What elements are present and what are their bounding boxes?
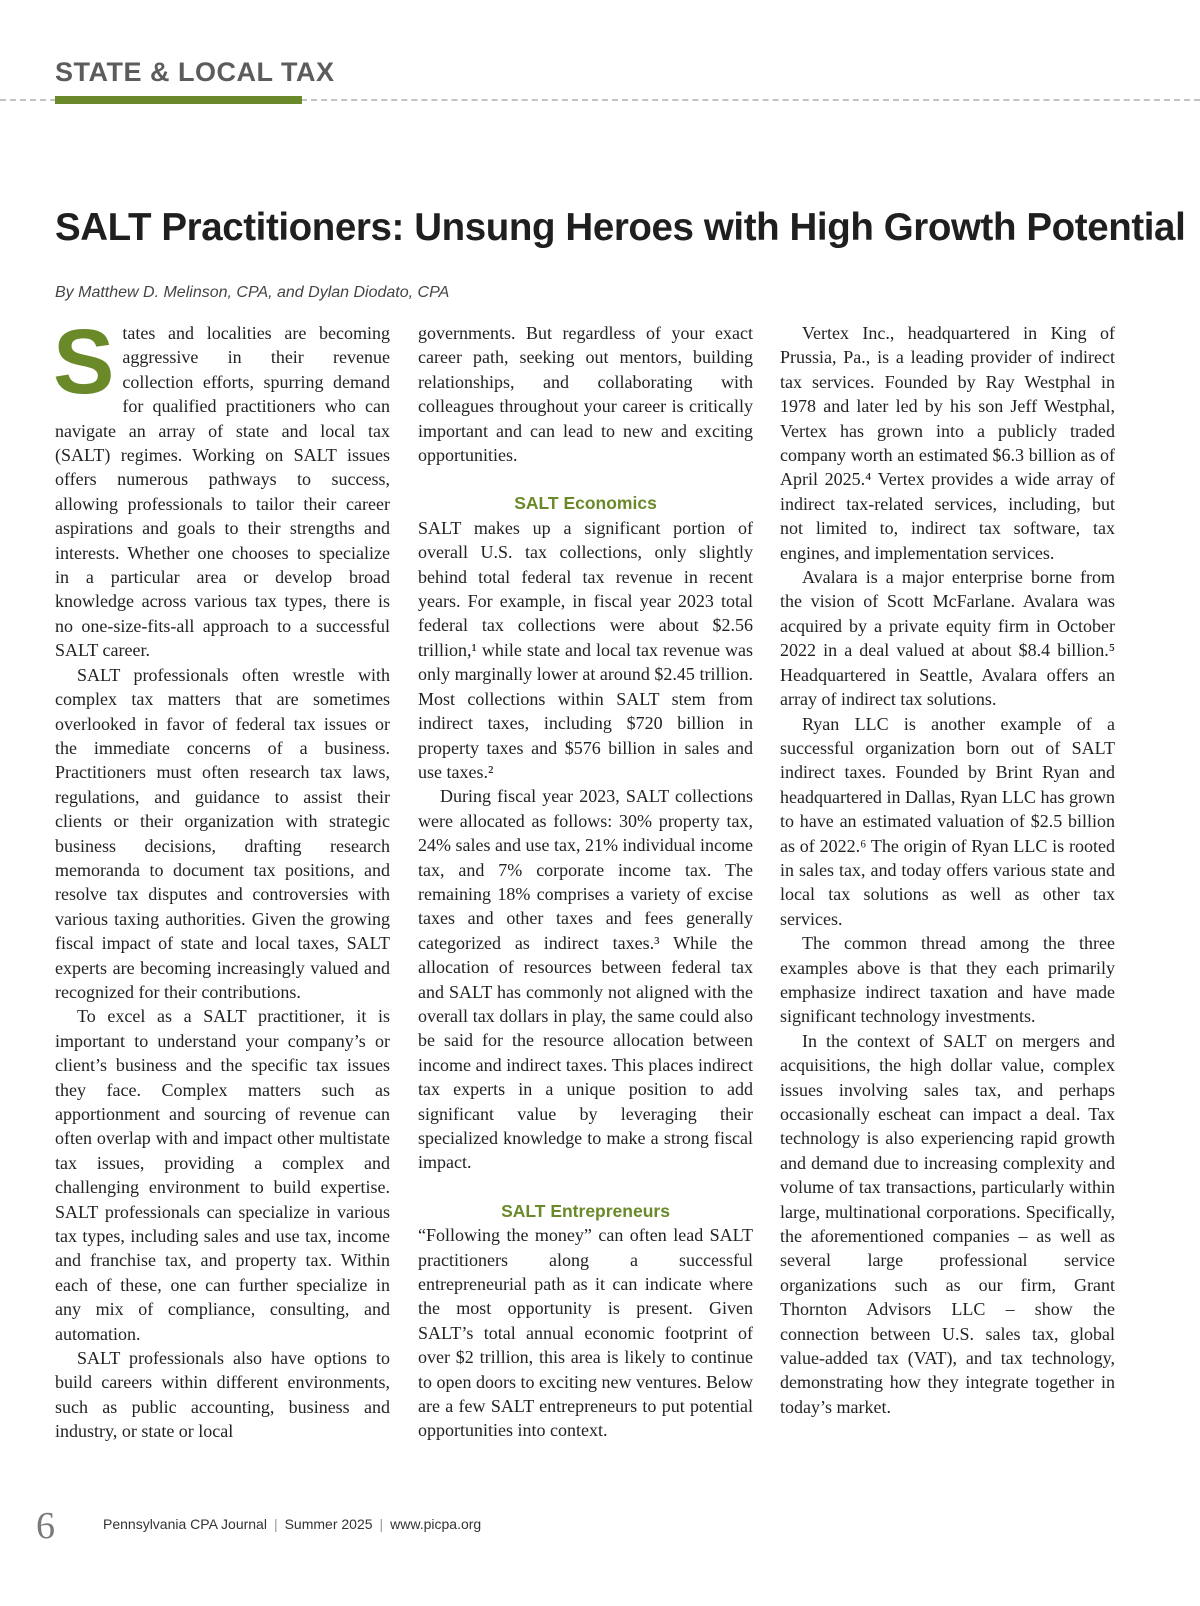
footer-issue: Summer 2025 xyxy=(284,1516,373,1532)
article-column-3 xyxy=(780,321,1115,1419)
article-column-1 xyxy=(53,311,390,1444)
paragraph: To excel as a SALT practitioner, it is important to understand your company’s or client’s business and the specific tax issues they face. Complex matters such as apportionment and sourcing of revenue can often overlap with and impact other multistate tax issues, providing a complex and challenging environment to build expertise. SALT professionals can specialize in various tax types, including sales and use tax, income and franchise tax, and property tax. Within each of these, one can further specialize in any mix of compliance, consulting, and automation. xyxy=(55,1006,390,1344)
footer-journal: Pennsylvania CPA Journal xyxy=(103,1516,267,1532)
paragraph: In the context of SALT on mergers and acquisitions, the high dollar value, complex issues involving sales tax, and perhaps occasionally escheat can impact a deal. Tax technology is also experiencing rapid growth and demand due to increasing complexity and volume of tax transactions, particularly within large, multinational corporations. Specifically, the aforementioned companies – as well as several large professional service organizations such as our firm, Grant Thornton Advisors LLC – show the connection between U.S. sales tax, global value-added tax (VAT), and tax technology, demonstrating how they integrate together in today’s market. xyxy=(780,1030,1115,1417)
section-label: STATE & LOCAL TAX xyxy=(55,57,335,87)
paragraph: Vertex Inc., headquartered in King of Prussia, Pa., is a leading provider of indirect tax services. Founded by Ray Westphal in 1978 and later led by his son Jeff Westphal, Vertex has grown into a publicly traded company worth an estimated $6.3 billion as of April 2025.⁴ Vertex provides a wide array of indirect tax-related services, including, but not limited to, indirect tax software, tax engines, and implementation services. xyxy=(780,323,1115,563)
section-label-underline xyxy=(55,96,302,104)
footer-website-link[interactable]: www.picpa.org xyxy=(390,1516,482,1532)
subhead-salt-economics: SALT Economics xyxy=(514,493,657,514)
article-title: SALT Practitioners: Unsung Heroes with High Growth Potential xyxy=(55,206,1186,249)
paragraph: Avalara is a major enterprise borne from the vision of Scott McFarlane. Avalara was acquired by a private equity firm in October 2022 in a deal valued at about $8.4 billion.⁵ Headquartered in Seattle, Avalara offers an array of indirect tax solutions. xyxy=(780,567,1115,710)
article-column-2 xyxy=(418,321,753,1443)
paragraph: During fiscal year 2023, SALT collections were allocated as follows: 30% property tax, 24% sales and use tax, 21% individual income tax, and 7% corporate income tax. The remaining 18% comprises a variety of excise taxes and other taxes and fees generally categorized as indirect taxes.³ While the allocation of resources between federal tax and SALT has commonly not aligned with the overall tax dollars in play, the same could also be said for the resource allocation between income and indirect taxes. This places indirect tax experts in a unique position to add significant value by leveraging their specialized knowledge to make a strong fiscal impact. xyxy=(418,786,753,1173)
paragraph-text: tates and localities are becoming aggressive in their revenue collection efforts, spurring demand for qualified practitioners who can navigate an array of state and local tax (SALT) regimes. Working on SALT issues offers numerous pathways to success, allowing professionals to tailor their career aspirations and goals to their strengths and interests. Whether one chooses to specialize in a particular area or develop broad knowledge across various tax types, there is no one-size-fits-all approach to a successful SALT career. xyxy=(55,323,390,661)
paragraph: SALT professionals often wrestle with complex tax matters that are sometimes overlooked in favor of federal tax issues or the immediate concerns of a business. Practitioners must often research tax laws, regulations, and guidance to assist their clients or their organization with strategic business decisions, drafting research memoranda to document tax positions, and resolve tax disputes and controversies with various taxing authorities. Given the growing fiscal impact of state and local taxes, SALT experts are becoming increasingly valued and recognized for their contributions. xyxy=(55,664,390,1002)
footer-info xyxy=(103,1516,481,1532)
paragraph: governments. But regardless of your exact career path, seeking out mentors, building relationships, and collaborating with colleagues throughout your career is critically important and can lead to new and exciting opportunities. xyxy=(418,323,753,466)
subhead-salt-entrepreneurs: SALT Entrepreneurs xyxy=(501,1200,670,1221)
drop-cap: S xyxy=(53,311,115,413)
paragraph xyxy=(53,311,390,663)
paragraph: Ryan LLC is another example of a successful organization born out of SALT indirect taxes. Founded by Brint Ryan and headquartered in Dallas, Ryan LLC has grown to have an estimated valuation of $2.5 billion as of 2022.⁶ The origin of Ryan LLC is rooted in sales tax, and today offers various state and local tax solutions as well as other tax services. xyxy=(780,713,1115,929)
article-byline: By Matthew D. Melinson, CPA, and Dylan Diodato, CPA xyxy=(55,284,450,301)
paragraph: SALT makes up a significant portion of overall U.S. tax collections, only slightly behind total federal tax revenue in recent years. For example, in fiscal year 2023 total federal tax collections were about $2.56 trillion,¹ while state and local tax revenue was only marginally lower at around $2.45 trillion. Most collections within SALT stem from indirect taxes, including $720 billion in property taxes and $576 billion in sales and use taxes.² xyxy=(418,517,753,782)
footer-separator: | xyxy=(379,1516,384,1532)
page-number: 6 xyxy=(36,1505,55,1547)
footer-separator: | xyxy=(273,1516,278,1532)
paragraph: SALT professionals also have options to build careers within different environments, such as public accounting, business and industry, or state or local xyxy=(55,1348,390,1442)
paragraph: The common thread among the three examples above is that they each primarily emphasize indirect taxation and have made significant technology investments. xyxy=(780,933,1115,1027)
paragraph: “Following the money” can often lead SALT practitioners along a successful entrepreneurial path as it can indicate where the most opportunity is present. Given SALT’s total annual economic footprint of over $2 trillion, this area is likely to continue to open doors to exciting new ventures. Below are a few SALT entrepreneurs to put potential opportunities into context. xyxy=(418,1225,753,1441)
